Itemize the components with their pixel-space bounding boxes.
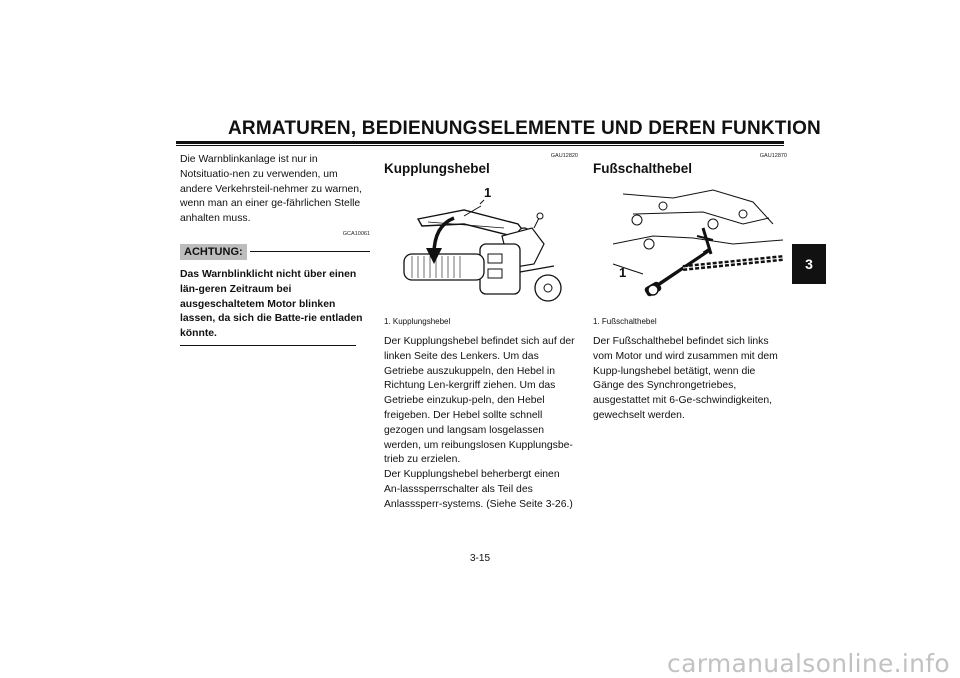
shift-code: GAU12870 (759, 153, 787, 159)
clutch-lever-figure (384, 184, 578, 312)
clutch-section (384, 153, 578, 513)
watermark: carmanualsonline.info (667, 649, 950, 678)
notice-text: Das Warnblinklicht nicht über einen län-geren Zeitraum bei ausgeschaltetem Motor blinken lassen, da sich die Batte-rie entladen könnte. (180, 268, 363, 340)
notice-code: GCA10061 (342, 230, 370, 237)
clutch-title: Kupplungshebel (384, 161, 490, 176)
title-rule-thin (176, 145, 784, 146)
clutch-lever-illustration (384, 184, 578, 312)
shift-lever-illustration (593, 184, 787, 312)
chapter-tab[interactable]: 3 (792, 244, 826, 284)
shift-description: Der Fußschalthebel befindet sich links vom Motor und wird zusammen mit dem Kupp-lungshebel betätigt, wenn die Gänge des Synchrongetriebes, ausgestattet mit 6-Ge-schwindigkeiten, gewechselt werden. (593, 336, 778, 421)
clutch-callout-number: 1 (484, 185, 492, 200)
notice-label: ACHTUNG: (180, 244, 247, 260)
clutch-code: GAU12820 (550, 153, 578, 159)
page-title: ARMATUREN, BEDIENUNGSELEMENTE UND DEREN FUNKTION (228, 118, 821, 139)
page-number: 3-15 (469, 553, 490, 564)
clutch-description (384, 335, 578, 513)
shift-title: Fußschalthebel (593, 161, 693, 176)
notice-end-rule (180, 345, 356, 346)
clutch-paragraph-2: Der Kupplungshebel beherbergt einen An-lasssperrschalter als Teil des Anlasssperr-systems. (Siehe Seite 3-26.) (384, 469, 573, 510)
shift-lever-figure (593, 184, 787, 312)
shift-section (593, 153, 787, 424)
notice-header (180, 244, 370, 260)
notice-rule (250, 251, 370, 252)
left-column (180, 153, 370, 346)
clutch-paragraph-1: Der Kupplungshebel befindet sich auf der linken Seite des Lenkers. Um das Getriebe auszukuppeln, den Hebel in Richtung Len-kergriff ziehen. Um das Getriebe einzukup-peln, den Hebel freigeben. Der Hebel sollte schnell gezogen und langsam losgelassen werden, um reibungslosen Kupplungsbe-trieb zu erzielen. (384, 336, 575, 466)
shift-caption: 1. Fußschalthebel (593, 317, 657, 326)
shift-callout-number: 1 (619, 265, 627, 280)
clutch-caption: 1. Kupplungshebel (384, 317, 451, 326)
intro-text: Die Warnblinkanlage ist nur in Notsituatio-nen zu verwenden, um andere Verkehrsteil-nehmer zu warnen, wenn man an einer ge-fährlichen Stelle anhalten muss. (180, 154, 362, 225)
title-rule (176, 141, 784, 144)
